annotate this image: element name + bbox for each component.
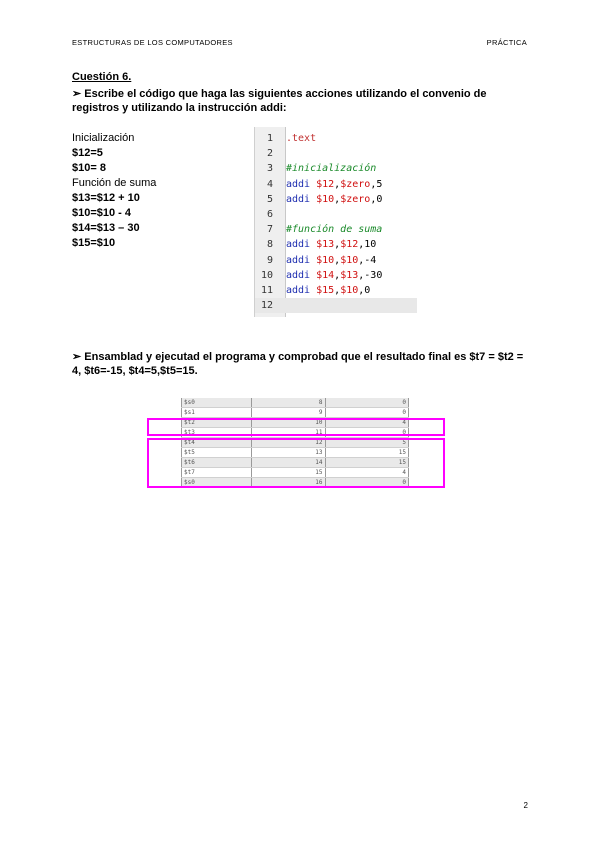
code-token: #inicialización <box>286 163 377 175</box>
code-line[interactable] <box>255 283 417 298</box>
code-token: #función de suma <box>286 224 383 236</box>
code-line[interactable] <box>255 237 417 252</box>
register-num-cell: 14 <box>251 458 325 468</box>
line-number: 8 <box>266 239 273 251</box>
instruction-write-code: ➢ Escribe el código que haga las siguientes acciones utilizando el convenio de registros y utilizando la instrucción addi: <box>72 88 487 114</box>
code-line[interactable] <box>255 268 417 283</box>
code-line[interactable] <box>255 131 417 146</box>
line-number: 7 <box>266 224 273 236</box>
register-value-cell: 4 <box>325 468 409 478</box>
code-token: $12 <box>316 178 335 190</box>
spec-line: $10=$10 - 4 <box>72 207 132 219</box>
register-row <box>182 408 409 418</box>
register-name-cell: $t7 <box>182 468 252 478</box>
code-token: $10 <box>316 254 335 266</box>
code-token: $10 <box>316 193 335 205</box>
line-number: 3 <box>266 163 273 175</box>
code-token: , <box>334 178 341 190</box>
register-row <box>182 398 409 408</box>
spec-line: $10= 8 <box>72 162 106 174</box>
code-token: ,-30 <box>358 269 383 281</box>
register-value-cell: 0 <box>325 428 409 438</box>
spec-line: $12=5 <box>72 147 103 159</box>
code-token: ,10 <box>358 239 377 251</box>
code-token: $13 <box>316 239 335 251</box>
spec-line: $13=$12 + 10 <box>72 192 140 204</box>
register-num-cell: 10 <box>251 418 325 428</box>
header-right-title: PRÁCTICA <box>486 38 527 47</box>
specification-list <box>72 131 156 251</box>
spec-line: Inicialización <box>72 132 135 144</box>
register-name-cell: $t2 <box>182 418 252 428</box>
register-value-cell: 0 <box>325 408 409 418</box>
code-token: ,0 <box>358 285 371 296</box>
header-left-title: ESTRUCTURAS DE LOS COMPUTADORES <box>72 38 233 47</box>
register-name-cell: $t4 <box>182 438 252 448</box>
spec-line: $14=$13 – 30 <box>72 222 140 234</box>
code-line[interactable] <box>255 161 417 176</box>
register-num-cell: 13 <box>251 448 325 458</box>
code-token: $10 <box>340 254 359 266</box>
code-text <box>286 253 376 268</box>
line-number: 5 <box>266 193 273 205</box>
register-num-cell: 11 <box>251 428 325 438</box>
register-name-cell: $s1 <box>182 408 252 418</box>
code-text <box>286 161 376 176</box>
highlight-box-t4-t7 <box>147 438 445 488</box>
page-number: 2 <box>523 801 528 810</box>
highlight-box-t2 <box>147 418 445 436</box>
instruction-assemble-run: ➢ Ensamblad y ejecutad el programa y comprobad que el resultado final es $t7 = $t2 = 4, $t6=-15, $t4=5,$t5=15. <box>72 351 524 377</box>
line-number: 6 <box>266 209 273 220</box>
code-text <box>286 177 382 192</box>
line-number: 4 <box>266 178 273 190</box>
register-num-cell: 15 <box>251 468 325 478</box>
code-token: , <box>334 254 341 266</box>
line-number: 11 <box>260 285 273 296</box>
register-value-cell: 0 <box>325 398 409 408</box>
register-name-cell: $t6 <box>182 458 252 468</box>
code-token: addi <box>286 285 317 296</box>
code-token: , <box>334 239 341 251</box>
code-editor[interactable] <box>254 127 417 317</box>
register-name-cell: $t3 <box>182 428 252 438</box>
code-token: addi <box>286 239 317 251</box>
register-name-cell: $t5 <box>182 448 252 458</box>
code-text <box>286 222 382 237</box>
code-line[interactable] <box>255 222 417 237</box>
code-line[interactable] <box>255 207 417 222</box>
code-text <box>286 283 370 298</box>
register-num-cell: 16 <box>251 478 325 488</box>
code-token: $zero <box>340 193 371 205</box>
code-token: $13 <box>340 269 359 281</box>
code-token: addi <box>286 254 317 266</box>
register-name-cell: $s0 <box>182 478 252 488</box>
code-token: , <box>334 193 341 205</box>
code-line[interactable] <box>255 192 417 207</box>
register-name-cell: $s0 <box>182 398 252 408</box>
code-text <box>286 237 376 252</box>
spec-line: Función de suma <box>72 177 157 189</box>
code-token: $10 <box>340 285 359 296</box>
line-number: 9 <box>266 254 273 266</box>
code-token: addi <box>286 178 317 190</box>
code-token: ,-4 <box>358 254 377 266</box>
register-num-cell: 12 <box>251 438 325 448</box>
code-token: $12 <box>340 239 359 251</box>
code-token: ,5 <box>370 178 383 190</box>
code-token: addi <box>286 193 317 205</box>
register-num-cell: 8 <box>251 398 325 408</box>
code-text <box>286 131 316 146</box>
register-num-cell: 9 <box>251 408 325 418</box>
code-line[interactable] <box>255 177 417 192</box>
line-number: 1 <box>266 133 273 144</box>
code-line[interactable] <box>255 298 417 313</box>
register-value-cell: 5 <box>325 438 409 448</box>
line-number: 10 <box>260 269 273 281</box>
code-token: $15 <box>316 285 335 296</box>
section-title: Cuestión 6. <box>72 71 132 83</box>
code-line[interactable] <box>255 146 417 161</box>
code-token: addi <box>286 269 317 281</box>
line-number: 2 <box>266 148 273 160</box>
code-token: $14 <box>316 269 335 281</box>
code-token: , <box>334 285 341 296</box>
code-token: , <box>334 269 341 281</box>
code-line[interactable] <box>255 253 417 268</box>
register-value-cell: 15 <box>325 448 409 458</box>
code-token: .text <box>286 133 317 144</box>
register-value-cell: 0 <box>325 478 409 488</box>
code-token: ,0 <box>370 193 383 205</box>
line-number: 12 <box>260 300 273 312</box>
code-text <box>286 192 382 207</box>
code-token: $zero <box>340 178 371 190</box>
code-text <box>286 268 382 283</box>
spec-line: $15=$10 <box>72 237 116 249</box>
register-value-cell: 4 <box>325 418 409 428</box>
register-value-cell: 15 <box>325 458 409 468</box>
